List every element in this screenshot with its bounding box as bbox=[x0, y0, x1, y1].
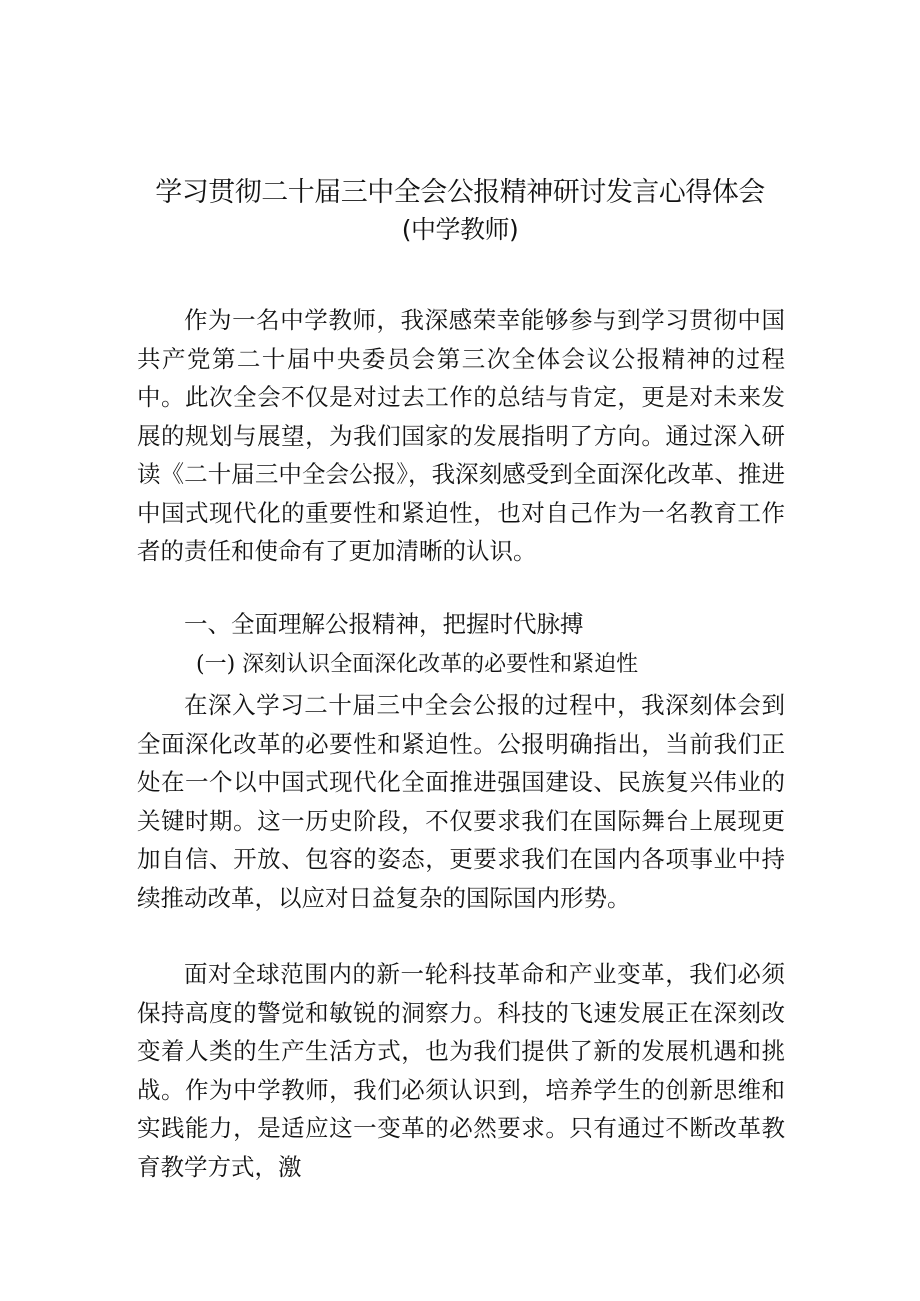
document-title: 学习贯彻二十届三中全会公报精神研讨发言心得体会 bbox=[155, 177, 765, 208]
section-heading-1: 一、全面理解公报精神，把握时代脉搏 bbox=[184, 610, 584, 638]
document-subtitle: (中学教师) bbox=[401, 215, 519, 244]
body-paragraph-2: 在深入学习二十届三中全会公报的过程中，我深刻体会到全面深化改革的必要性和紧迫性。公报明确指出，当前我们正处在一个以中国式现代化全面推进强国建设、民族复兴伟业的关键时期。这一历史阶段，不仅要求我们在国际舞台上展现更加自信、开放、包容的姿态，更要求我们在国内各项事业中持续推动改革，以应对日益复杂的国际国内形势。 bbox=[137, 691, 785, 912]
body-paragraph-3: 面对全球范围内的新一轮科技革命和产业变革，我们必须保持高度的警觉和敏锐的洞察力。科技的飞速发展正在深刻改变着人类的生产生活方式，也为我们提供了新的发展机遇和挑战。作为中学教师，我们必须认识到，培养学生的创新思维和实践能力，是适应这一变革的必然要求。只有通过不断改革教育教学方式，激 bbox=[137, 960, 785, 1181]
body-paragraph-1: 作为一名中学教师，我深感荣幸能够参与到学习贯彻中国共产党第二十届中央委员会第三次全体会议公报精神的过程中。此次全会不仅是对过去工作的总结与肯定，更是对未来发展的规划与展望，为我们国家的发展指明了方向。通过深入研读《二十届三中全会公报》，我深刻感受到全面深化改革、推进中国式现代化的重要性和紧迫性，也对自己作为一名教育工作者的责任和使命有了更加清晰的认识。 bbox=[137, 306, 785, 565]
subsection-heading-1: (一) 深刻认识全面深化改革的必要性和紧迫性 bbox=[196, 652, 639, 677]
